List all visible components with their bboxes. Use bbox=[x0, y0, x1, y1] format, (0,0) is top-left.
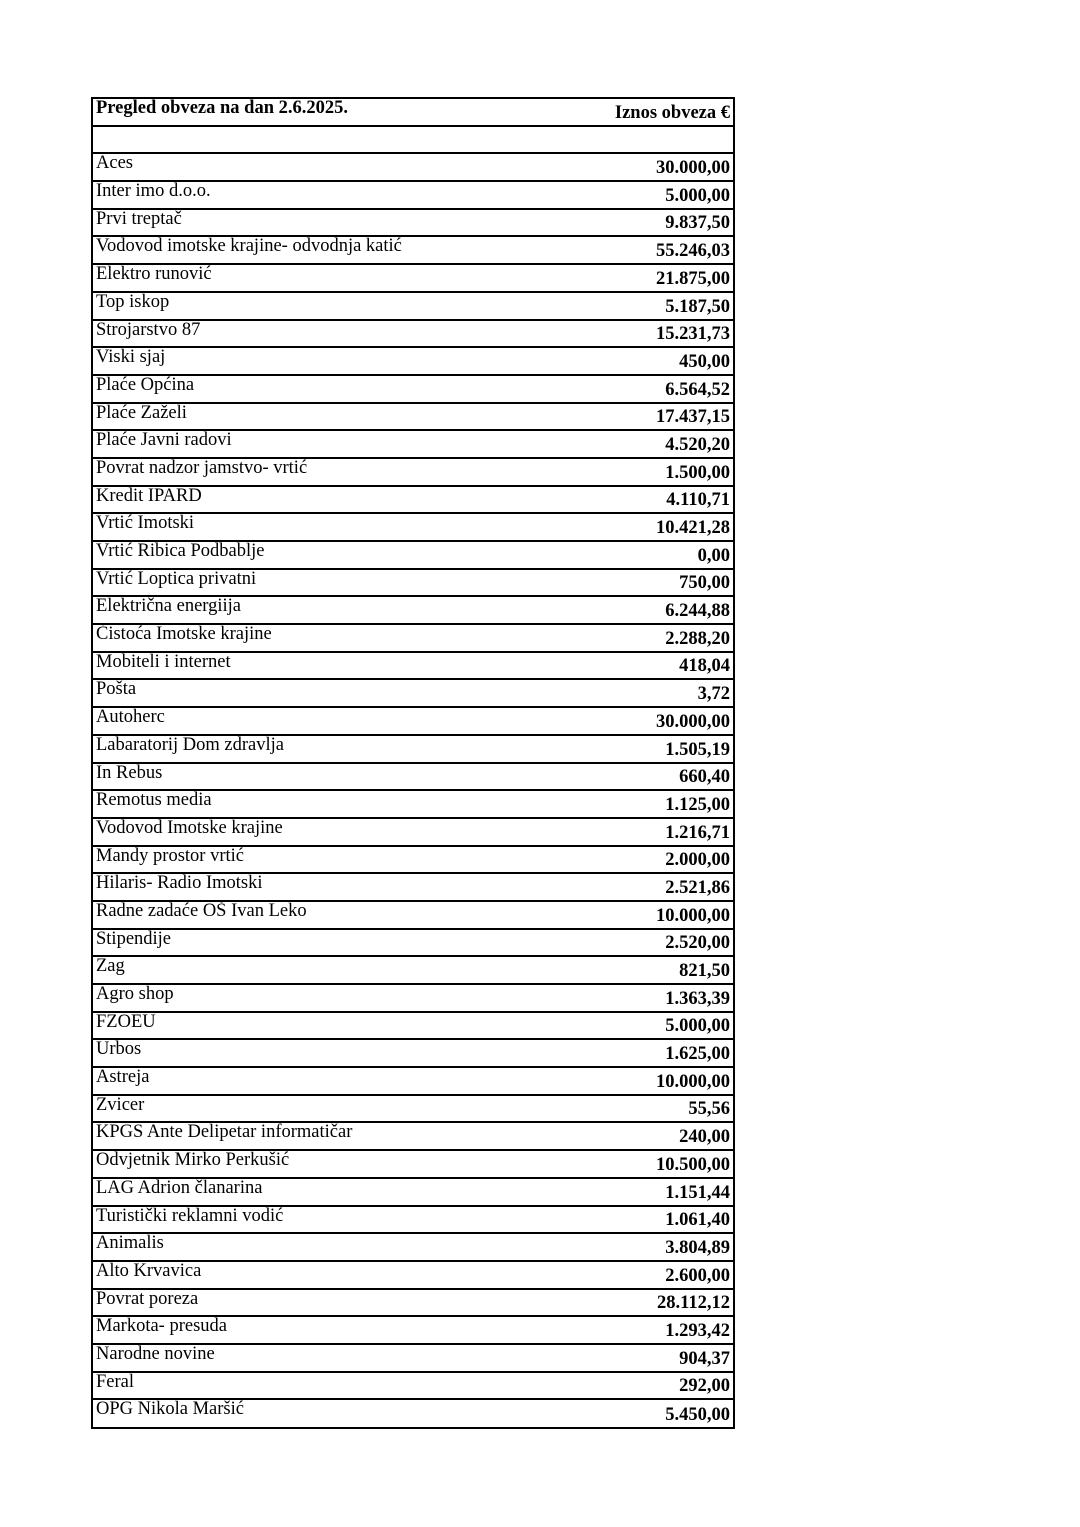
obligation-amount: 10.000,00 bbox=[656, 1071, 730, 1092]
table-row bbox=[93, 957, 733, 985]
obligation-amount: 1.500,00 bbox=[665, 462, 730, 483]
table-header-row bbox=[93, 99, 733, 127]
table-row bbox=[93, 930, 733, 958]
table-row bbox=[93, 1096, 733, 1124]
table-row bbox=[93, 459, 733, 487]
obligation-amount: 2.288,20 bbox=[665, 628, 730, 649]
creditor-name: Inter imo d.o.o. bbox=[96, 182, 211, 202]
table-row bbox=[93, 1179, 733, 1207]
table-row bbox=[93, 874, 733, 902]
creditor-name: Animalis bbox=[96, 1234, 164, 1254]
table-row bbox=[93, 1345, 733, 1373]
table-row bbox=[93, 1290, 733, 1318]
creditor-name: Elektro runović bbox=[96, 265, 212, 285]
obligation-amount: 1.505,19 bbox=[665, 739, 730, 760]
creditor-name: Odvjetnik Mirko Perkušić bbox=[96, 1151, 290, 1171]
creditor-name: Viski sjaj bbox=[96, 348, 166, 368]
obligation-amount: 55,56 bbox=[688, 1099, 730, 1120]
creditor-name: Mobiteli i internet bbox=[96, 652, 231, 672]
table-row bbox=[93, 404, 733, 432]
table-row bbox=[93, 1400, 733, 1427]
creditor-name: FZOEU bbox=[96, 1012, 156, 1032]
creditor-name: Stipendije bbox=[96, 929, 172, 949]
table-row bbox=[93, 1151, 733, 1179]
table-row bbox=[93, 1234, 733, 1262]
empty-row bbox=[93, 127, 733, 155]
creditor-name: Vodovod Imotske krajine bbox=[96, 818, 283, 838]
obligation-amount: 660,40 bbox=[679, 767, 730, 788]
obligation-amount: 10.421,28 bbox=[656, 518, 730, 538]
table-row bbox=[93, 847, 733, 875]
obligation-amount: 15.231,73 bbox=[656, 324, 730, 345]
table-row bbox=[93, 154, 733, 182]
creditor-name: Feral bbox=[96, 1372, 135, 1392]
obligation-amount: 55.246,03 bbox=[656, 241, 730, 262]
obligation-amount: 1.363,39 bbox=[665, 988, 730, 1009]
obligation-amount: 30.000,00 bbox=[656, 158, 730, 179]
obligation-amount: 10.000,00 bbox=[656, 905, 730, 926]
table-row bbox=[93, 570, 733, 598]
obligation-amount: 2.520,00 bbox=[665, 933, 730, 954]
creditor-name: Astreja bbox=[96, 1068, 150, 1088]
creditor-name: Prvi treptač bbox=[96, 209, 182, 229]
table-row bbox=[93, 1040, 733, 1068]
obligation-amount: 10.500,00 bbox=[656, 1154, 730, 1175]
table-row bbox=[93, 625, 733, 653]
amount-column-header: Iznos obveza € bbox=[614, 102, 730, 123]
table-row bbox=[93, 736, 733, 764]
obligation-amount: 1.625,00 bbox=[665, 1044, 730, 1065]
creditor-name: Urbos bbox=[96, 1040, 142, 1060]
table-row bbox=[93, 708, 733, 736]
obligation-amount: 1.061,40 bbox=[665, 1210, 730, 1231]
table-row bbox=[93, 653, 733, 681]
creditor-name: Zvicer bbox=[96, 1095, 145, 1115]
creditor-name: Povrat poreza bbox=[96, 1289, 199, 1309]
creditor-name: KPGS Ante Delipetar informatičar bbox=[96, 1123, 353, 1143]
table-row bbox=[93, 1207, 733, 1235]
creditor-name: Vrtić Imotski bbox=[96, 514, 195, 534]
creditor-name: OPG Nikola Maršić bbox=[96, 1400, 244, 1420]
obligation-amount: 5.187,50 bbox=[665, 296, 730, 317]
table-row bbox=[93, 514, 733, 542]
obligation-amount: 1.216,71 bbox=[665, 822, 730, 843]
table-row bbox=[93, 1317, 733, 1345]
obligation-amount: 17.437,15 bbox=[656, 407, 730, 428]
creditor-name: Autoherc bbox=[96, 708, 165, 728]
obligation-amount: 3,72 bbox=[697, 684, 730, 705]
table-row bbox=[93, 902, 733, 930]
table-title: Pregled obveza na dan 2.6.2025. bbox=[96, 99, 348, 118]
obligation-amount: 9.837,50 bbox=[665, 213, 730, 234]
table-row bbox=[93, 210, 733, 238]
obligation-amount: 28.112,12 bbox=[657, 1293, 730, 1314]
creditor-name: Agro shop bbox=[96, 985, 174, 1004]
obligation-amount: 904,37 bbox=[679, 1348, 730, 1369]
obligation-amount: 5.000,00 bbox=[665, 1016, 730, 1037]
table-row bbox=[93, 1262, 733, 1290]
obligation-amount: 0,00 bbox=[697, 545, 730, 566]
table-row bbox=[93, 791, 733, 819]
obligation-amount: 30.000,00 bbox=[656, 711, 730, 732]
creditor-name: Električna energiija bbox=[96, 597, 242, 617]
creditor-name: Kredit IPARD bbox=[96, 486, 202, 506]
table-row bbox=[93, 680, 733, 708]
creditor-name: Plaće Općina bbox=[96, 375, 195, 395]
creditor-name: Povrat nadzor jamstvo- vrtić bbox=[96, 458, 308, 478]
obligations-table bbox=[91, 97, 735, 1429]
obligation-amount: 6.244,88 bbox=[665, 601, 730, 622]
table-row bbox=[93, 542, 733, 570]
creditor-name: Zag bbox=[96, 957, 125, 977]
obligation-amount: 292,00 bbox=[679, 1376, 730, 1397]
obligation-amount: 21.875,00 bbox=[656, 268, 730, 289]
creditor-name: Plaće Zaželi bbox=[96, 403, 187, 423]
table-row bbox=[93, 431, 733, 459]
creditor-name: Markota- presuda bbox=[96, 1317, 227, 1337]
table-row bbox=[93, 1123, 733, 1151]
creditor-name: Vodovod imotske krajine- odvodnja katić bbox=[96, 237, 402, 257]
obligation-amount: 750,00 bbox=[679, 573, 730, 594]
creditor-name: Alto Krvavica bbox=[96, 1261, 202, 1281]
creditor-name: Hilaris- Radio Imotski bbox=[96, 874, 263, 894]
obligation-amount: 2.000,00 bbox=[665, 850, 730, 871]
creditor-name: Čistoća Imotske krajine bbox=[96, 625, 272, 645]
creditor-name: Pošta bbox=[96, 680, 137, 700]
table-row bbox=[93, 985, 733, 1013]
obligation-amount: 3.804,89 bbox=[665, 1237, 730, 1258]
obligation-amount: 1.293,42 bbox=[665, 1320, 730, 1341]
creditor-name: Narodne novine bbox=[96, 1344, 215, 1364]
table-row bbox=[93, 597, 733, 625]
obligation-amount: 418,04 bbox=[679, 656, 730, 677]
creditor-name: Top iskop bbox=[96, 292, 170, 312]
table-row bbox=[93, 819, 733, 847]
creditor-name: Turistički reklamni vodić bbox=[96, 1206, 284, 1226]
table-row bbox=[93, 237, 733, 265]
table-row bbox=[93, 321, 733, 349]
obligation-amount: 1.151,44 bbox=[665, 1182, 730, 1203]
obligation-amount: 1.125,00 bbox=[665, 794, 730, 815]
creditor-name: In Rebus bbox=[96, 763, 163, 783]
table-row bbox=[93, 265, 733, 293]
table-row bbox=[93, 182, 733, 210]
table-row bbox=[93, 1013, 733, 1041]
creditor-name: Mandy prostor vrtić bbox=[96, 846, 244, 866]
obligation-amount: 2.521,86 bbox=[665, 877, 730, 898]
table-row bbox=[93, 376, 733, 404]
table-row bbox=[93, 1068, 733, 1096]
obligation-amount: 2.600,00 bbox=[665, 1265, 730, 1286]
creditor-name: Remotus media bbox=[96, 791, 212, 811]
creditor-name: Aces bbox=[96, 154, 133, 174]
creditor-name: Plaće Javni radovi bbox=[96, 431, 232, 451]
creditor-name: Strojarstvo 87 bbox=[96, 320, 201, 340]
obligation-amount: 5.000,00 bbox=[665, 185, 730, 206]
table-row bbox=[93, 764, 733, 792]
obligation-amount: 821,50 bbox=[679, 961, 730, 981]
obligation-amount: 5.450,00 bbox=[665, 1405, 730, 1426]
obligation-amount: 4.110,71 bbox=[666, 490, 730, 511]
creditor-name: LAG Adrion članarina bbox=[96, 1178, 263, 1198]
creditor-name: Labaratorij Dom zdravlja bbox=[96, 735, 284, 755]
obligation-amount: 450,00 bbox=[679, 351, 730, 372]
obligation-amount: 240,00 bbox=[679, 1127, 730, 1148]
obligation-amount: 6.564,52 bbox=[665, 379, 730, 400]
table-row bbox=[93, 487, 733, 515]
table-row bbox=[93, 293, 733, 321]
creditor-name: Vrtić Ribica Podbablje bbox=[96, 542, 265, 561]
table-row bbox=[93, 1373, 733, 1401]
creditor-name: Vrtić Loptica privatni bbox=[96, 569, 257, 589]
table-row bbox=[93, 348, 733, 376]
creditor-name: Radne zadaće OŠ Ivan Leko bbox=[96, 901, 307, 921]
obligation-amount: 4.520,20 bbox=[665, 434, 730, 455]
